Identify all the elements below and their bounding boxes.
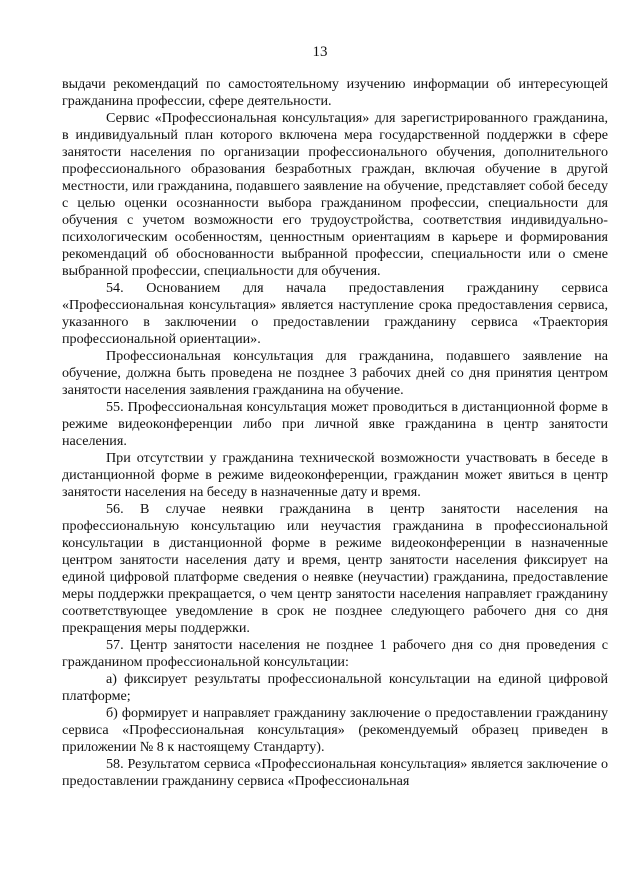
paragraph-clause-57: 57. Центр занятости населения не позднее 1 рабочего дня со дня проведения с гражданином профессиональной консультации: <box>62 637 608 670</box>
document-body <box>62 76 608 790</box>
paragraph-service-description: Сервис «Профессиональная консультация» для зарегистрированного гражданина, в индивидуальный план которого включена мера государственной поддержки в сфере занятости населения по организации профессионального обучения, дополнительного профессионального образования безработных граждан, включая обучение в другой местности, или гражданина, подавшего заявление на обучение, представляет собой беседу с целью оценки осознанности выбора гражданином профессии, специальности для обучения с учетом возможности его трудоустройства, соответствия индивидуально-психологическим особенностям, ценностным ориентациям в карьере и формирования рекомендаций об обоснованности выбранной профессии, специальности или о смене выбранной профессии, специальности для обучения. <box>62 110 608 279</box>
paragraph-no-technical-means: При отсутствии у гражданина технической возможности участвовать в беседе в дистанционной форме в режиме видеоконференции, гражданин может явиться в центр занятости населения на беседу в назначенные дату и время. <box>62 450 608 500</box>
paragraph-clause-54: 54. Основанием для начала предоставления гражданину сервиса «Профессиональная консультация» является наступление срока предоставления сервиса, указанного в заключении о предоставлении гражданину сервиса «Траектория профессиональной ориентации». <box>62 280 608 347</box>
paragraph-consultation-deadline: Профессиональная консультация для гражданина, подавшего заявление на обучение, должна быть проведена не позднее 3 рабочих дней со дня принятия центром занятости населения заявления гражданина на обучение. <box>62 348 608 398</box>
paragraph-clause-57-a: а) фиксирует результаты профессиональной консультации на единой цифровой платформе; <box>62 671 608 704</box>
paragraph-clause-58: 58. Результатом сервиса «Профессиональная консультация» является заключение о предоставлении гражданину сервиса «Профессиональная <box>62 756 608 789</box>
paragraph-continuation: выдачи рекомендаций по самостоятельному изучению информации об интересующей гражданина профессии, сфере деятельности. <box>62 76 608 109</box>
paragraph-clause-56: 56. В случае неявки гражданина в центр занятости населения на профессиональную консультацию или неучастия гражданина в профессиональной консультации в дистанционной форме в режиме видеоконференции в назначенные центром занятости населения дату и время, центр занятости населения фиксирует на единой цифровой платформе сведения о неявке (неучастии) гражданина, предоставление меры поддержки прекращается, о чем центр занятости населения направляет гражданину соответствующее уведомление в срок не позднее следующего рабочего дня со дня прекращения меры поддержки. <box>62 501 608 636</box>
page-number: 13 <box>312 44 328 60</box>
paragraph-clause-57-b: б) формирует и направляет гражданину заключение о предоставлении гражданину сервиса «Профессиональная консультация» (рекомендуемый образец приведен в приложении № 8 к настоящему Стандарту). <box>62 705 608 755</box>
paragraph-clause-55: 55. Профессиональная консультация может проводиться в дистанционной форме в режиме видеоконференции либо при личной явке гражданина в центр занятости населения. <box>62 399 608 449</box>
